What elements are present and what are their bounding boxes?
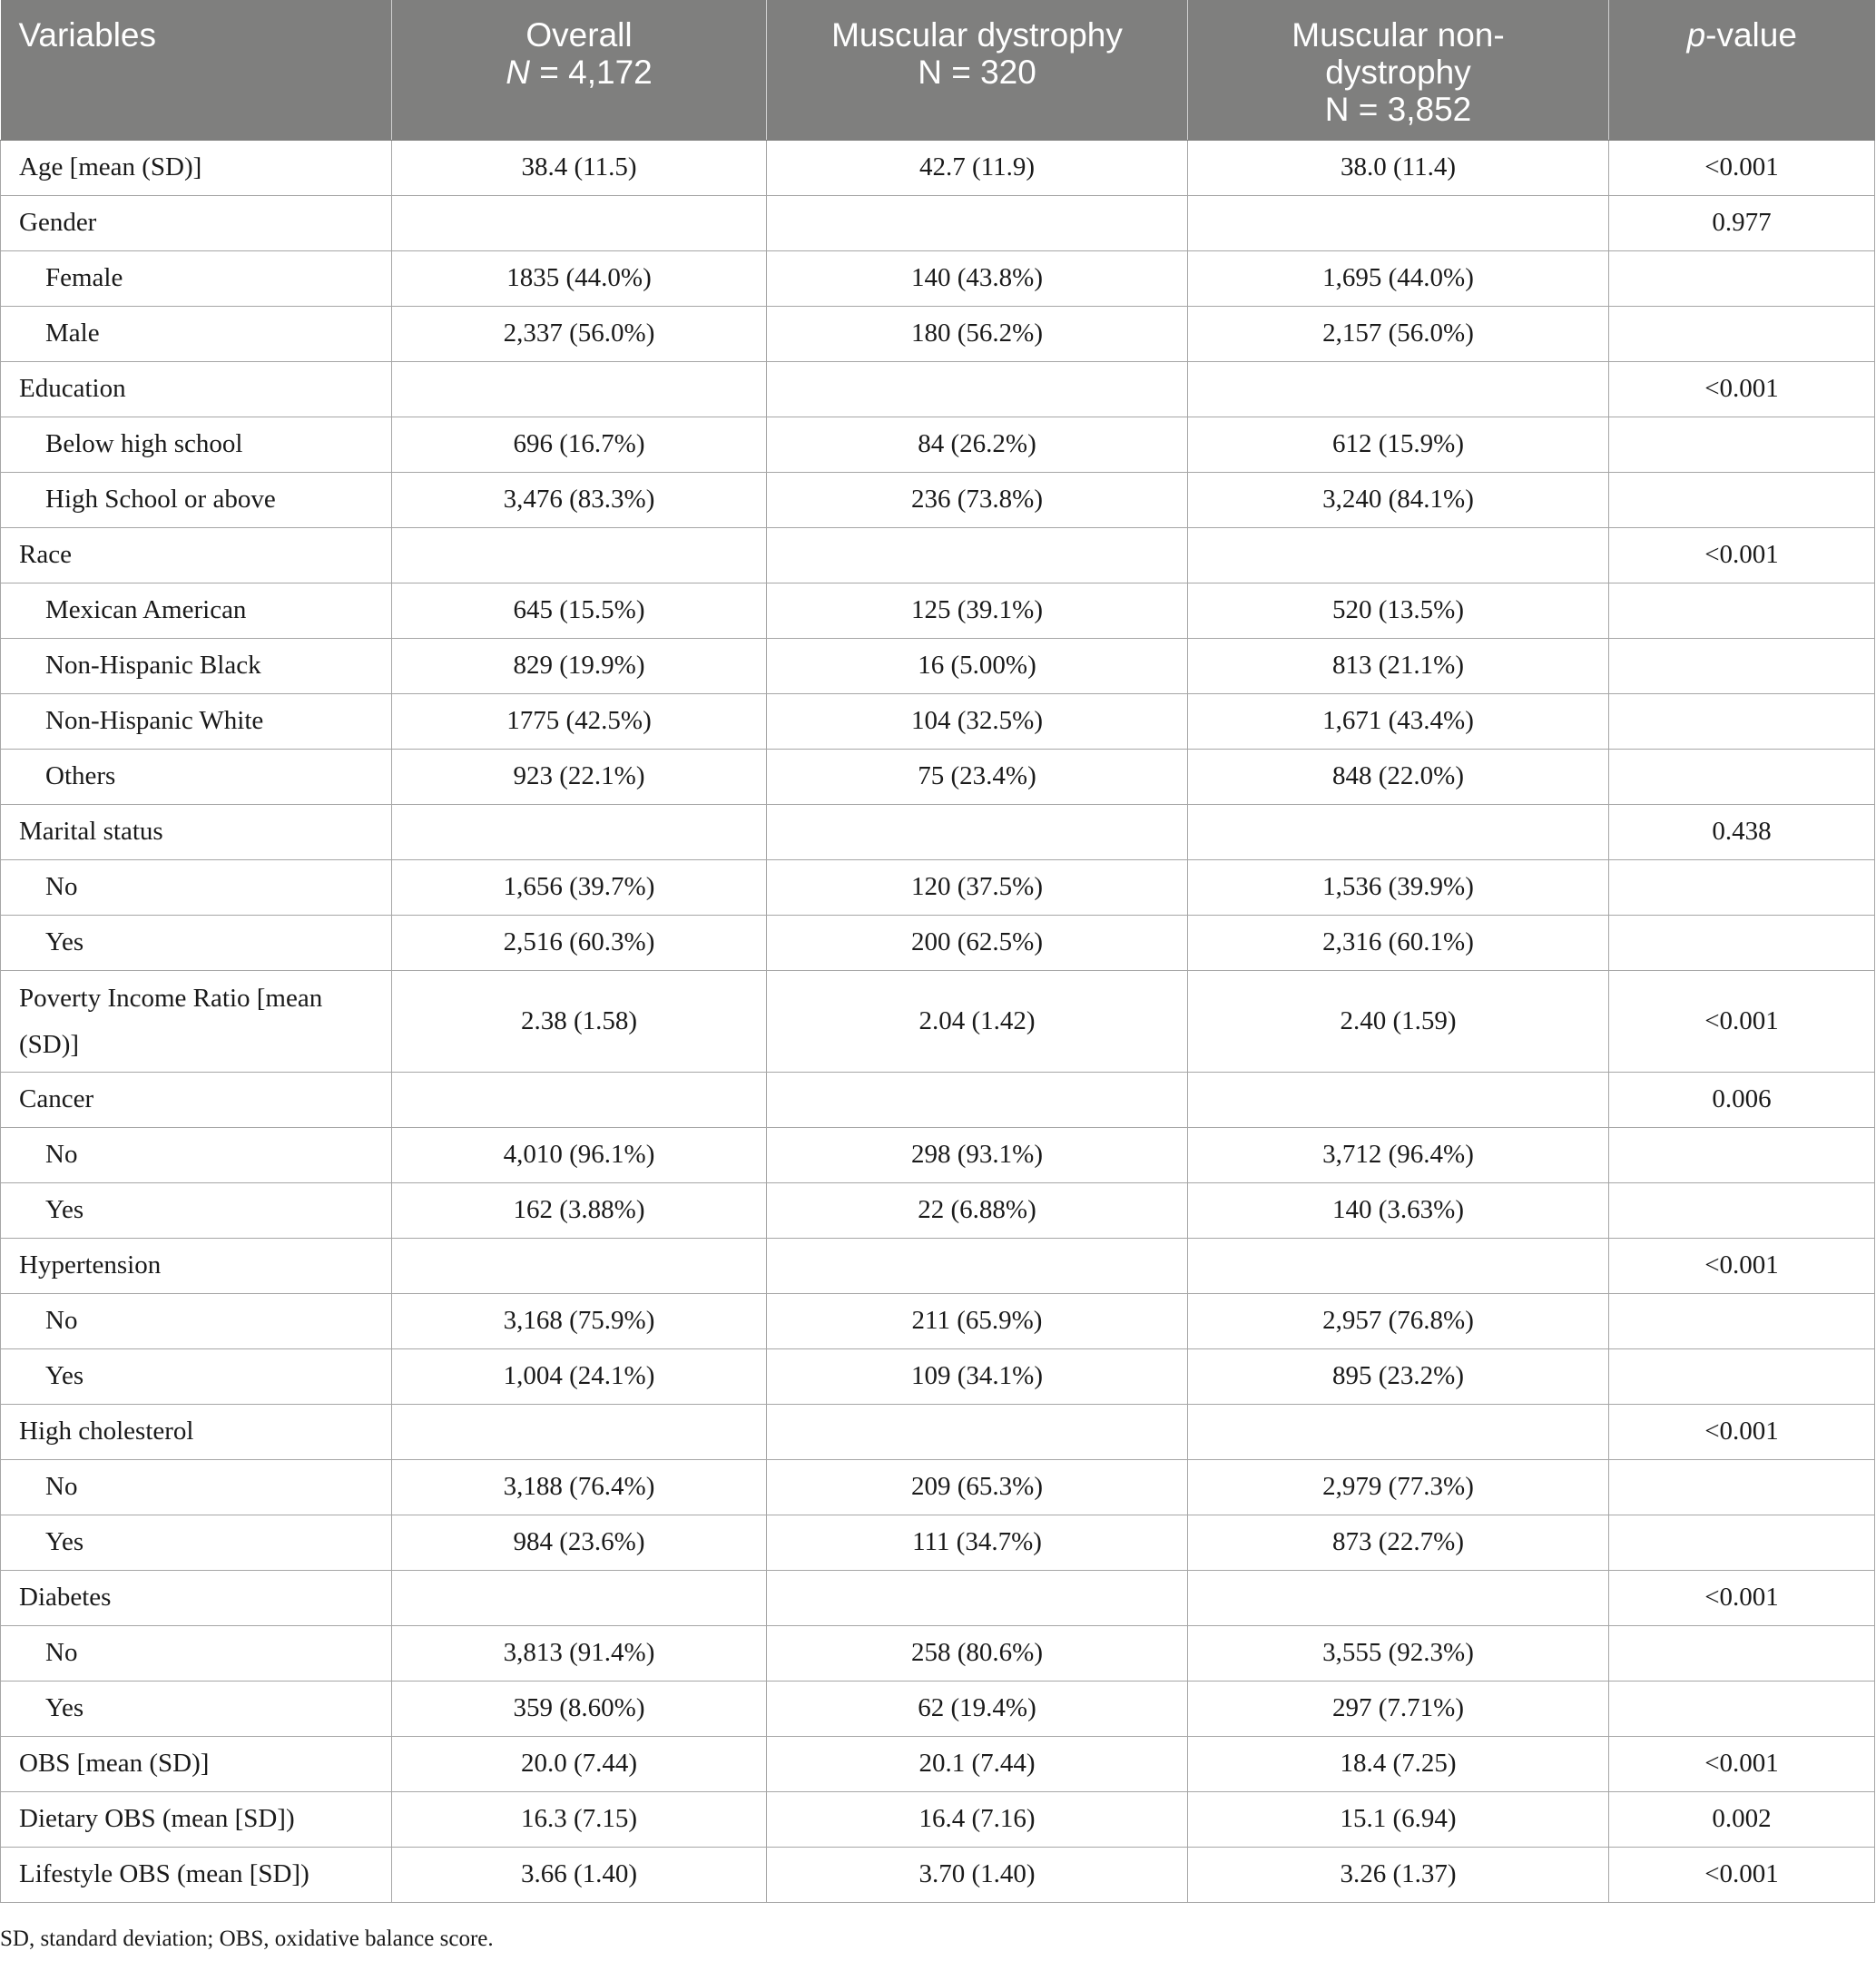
cell-overall	[392, 804, 767, 859]
cell-overall: 1,656 (39.7%)	[392, 859, 767, 915]
header-p-value-label	[1622, 16, 1862, 54]
table-row	[1, 1736, 1875, 1791]
row-label: Yes	[1, 1681, 392, 1736]
cell-muscular-dystrophy: 22 (6.88%)	[767, 1182, 1188, 1238]
cell-muscular-dystrophy: 258 (80.6%)	[767, 1625, 1188, 1681]
row-label: No	[1, 1127, 392, 1182]
cell-overall: 2.38 (1.58)	[392, 970, 767, 1072]
header-nondystrophy-title-2: dystrophy	[1325, 54, 1471, 91]
table-row	[1, 638, 1875, 693]
cell-overall: 1,004 (24.1%)	[392, 1348, 767, 1404]
table-row	[1, 306, 1875, 361]
row-label: Hypertension	[1, 1238, 392, 1293]
cell-muscular-dystrophy	[767, 1238, 1188, 1293]
cell-p-value: 0.438	[1609, 804, 1875, 859]
cell-muscular-dystrophy: 42.7 (11.9)	[767, 140, 1188, 195]
cell-muscular-dystrophy: 236 (73.8%)	[767, 472, 1188, 527]
cell-p-value	[1609, 749, 1875, 804]
cell-muscular-dystrophy: 125 (39.1%)	[767, 583, 1188, 638]
cell-muscular-dystrophy	[767, 195, 1188, 250]
cell-muscular-dystrophy: 200 (62.5%)	[767, 915, 1188, 970]
table-row	[1, 915, 1875, 970]
cell-p-value	[1609, 306, 1875, 361]
cell-p-value: <0.001	[1609, 1238, 1875, 1293]
cell-p-value	[1609, 472, 1875, 527]
header-nondystrophy-title-1: Muscular non-	[1292, 16, 1505, 54]
cell-overall: 4,010 (96.1%)	[392, 1127, 767, 1182]
cell-muscular-non-dystrophy: 2,316 (60.1%)	[1188, 915, 1609, 970]
cell-overall: 3,188 (76.4%)	[392, 1459, 767, 1515]
header-muscular-dystrophy	[767, 0, 1188, 140]
cell-muscular-dystrophy: 62 (19.4%)	[767, 1681, 1188, 1736]
cell-overall: 1835 (44.0%)	[392, 250, 767, 306]
table-row	[1, 1348, 1875, 1404]
cell-p-value: <0.001	[1609, 1404, 1875, 1459]
cell-overall: 162 (3.88%)	[392, 1182, 767, 1238]
cell-muscular-dystrophy: 16.4 (7.16)	[767, 1791, 1188, 1847]
cell-overall	[392, 527, 767, 583]
table-row	[1, 1625, 1875, 1681]
header-overall-n-label: N	[506, 54, 530, 91]
cell-muscular-dystrophy: 75 (23.4%)	[767, 749, 1188, 804]
table-row	[1, 361, 1875, 417]
cell-muscular-non-dystrophy: 2,957 (76.8%)	[1188, 1293, 1609, 1348]
cell-muscular-non-dystrophy: 38.0 (11.4)	[1188, 140, 1609, 195]
cell-p-value	[1609, 1625, 1875, 1681]
cell-overall	[392, 1570, 767, 1625]
cell-overall: 923 (22.1%)	[392, 749, 767, 804]
cell-p-value: <0.001	[1609, 1847, 1875, 1902]
header-dystrophy-title: Muscular dystrophy	[831, 16, 1123, 54]
cell-muscular-dystrophy: 140 (43.8%)	[767, 250, 1188, 306]
cell-muscular-dystrophy: 2.04 (1.42)	[767, 970, 1188, 1072]
cell-overall	[392, 1238, 767, 1293]
cell-p-value	[1609, 1348, 1875, 1404]
cell-muscular-non-dystrophy: 15.1 (6.94)	[1188, 1791, 1609, 1847]
cell-muscular-non-dystrophy: 895 (23.2%)	[1188, 1348, 1609, 1404]
cell-muscular-non-dystrophy: 2,979 (77.3%)	[1188, 1459, 1609, 1515]
row-label: Cancer	[1, 1072, 392, 1127]
table-row	[1, 970, 1875, 1072]
table-row	[1, 472, 1875, 527]
table-row	[1, 1791, 1875, 1847]
row-label: Education	[1, 361, 392, 417]
table-row	[1, 1847, 1875, 1902]
cell-p-value: 0.977	[1609, 195, 1875, 250]
cell-muscular-dystrophy: 120 (37.5%)	[767, 859, 1188, 915]
cell-p-value: <0.001	[1609, 970, 1875, 1072]
cell-muscular-non-dystrophy	[1188, 195, 1609, 250]
row-label: Yes	[1, 1515, 392, 1570]
row-label: Others	[1, 749, 392, 804]
cell-overall: 20.0 (7.44)	[392, 1736, 767, 1791]
cell-p-value: 0.006	[1609, 1072, 1875, 1127]
cell-muscular-non-dystrophy	[1188, 1072, 1609, 1127]
cell-p-value	[1609, 915, 1875, 970]
cell-muscular-non-dystrophy: 3.26 (1.37)	[1188, 1847, 1609, 1902]
cell-muscular-non-dystrophy	[1188, 527, 1609, 583]
cell-p-value	[1609, 1681, 1875, 1736]
cell-muscular-non-dystrophy	[1188, 1404, 1609, 1459]
row-label: Female	[1, 250, 392, 306]
cell-p-value: <0.001	[1609, 140, 1875, 195]
table-header-row	[1, 0, 1875, 140]
table-row	[1, 749, 1875, 804]
table-row	[1, 804, 1875, 859]
cell-muscular-non-dystrophy: 3,555 (92.3%)	[1188, 1625, 1609, 1681]
row-label: Non-Hispanic White	[1, 693, 392, 749]
cell-muscular-dystrophy: 84 (26.2%)	[767, 417, 1188, 472]
cell-p-value	[1609, 1459, 1875, 1515]
table-row	[1, 1238, 1875, 1293]
row-label: Marital status	[1, 804, 392, 859]
table-body	[1, 140, 1875, 1902]
cell-overall	[392, 195, 767, 250]
cell-overall: 2,337 (56.0%)	[392, 306, 767, 361]
header-variables	[1, 0, 392, 140]
cell-muscular-dystrophy: 16 (5.00%)	[767, 638, 1188, 693]
row-label: Race	[1, 527, 392, 583]
cell-muscular-non-dystrophy: 1,671 (43.4%)	[1188, 693, 1609, 749]
cell-muscular-dystrophy: 209 (65.3%)	[767, 1459, 1188, 1515]
row-label: Non-Hispanic Black	[1, 638, 392, 693]
cell-overall: 984 (23.6%)	[392, 1515, 767, 1570]
header-p-rest: -value	[1705, 16, 1797, 54]
header-overall	[392, 0, 767, 140]
cell-muscular-non-dystrophy: 848 (22.0%)	[1188, 749, 1609, 804]
cell-overall: 696 (16.7%)	[392, 417, 767, 472]
cell-muscular-dystrophy	[767, 1570, 1188, 1625]
cell-muscular-non-dystrophy: 813 (21.1%)	[1188, 638, 1609, 693]
row-label: No	[1, 859, 392, 915]
cell-p-value	[1609, 859, 1875, 915]
cell-overall: 3,476 (83.3%)	[392, 472, 767, 527]
cell-muscular-non-dystrophy	[1188, 804, 1609, 859]
cell-muscular-non-dystrophy: 2,157 (56.0%)	[1188, 306, 1609, 361]
cell-muscular-dystrophy: 211 (65.9%)	[767, 1293, 1188, 1348]
table-footnote: SD, standard deviation; OBS, oxidative balance score.	[0, 1927, 494, 1951]
table-row	[1, 195, 1875, 250]
row-label: Gender	[1, 195, 392, 250]
cell-muscular-dystrophy	[767, 361, 1188, 417]
cell-muscular-dystrophy	[767, 1404, 1188, 1459]
table-row	[1, 583, 1875, 638]
cell-muscular-non-dystrophy: 2.40 (1.59)	[1188, 970, 1609, 1072]
cell-p-value	[1609, 417, 1875, 472]
table-row	[1, 1459, 1875, 1515]
row-label: High School or above	[1, 472, 392, 527]
cell-muscular-dystrophy	[767, 527, 1188, 583]
cell-overall: 359 (8.60%)	[392, 1681, 767, 1736]
header-variables-label: Variables	[18, 16, 157, 54]
cell-overall: 1775 (42.5%)	[392, 693, 767, 749]
cell-p-value: <0.001	[1609, 1570, 1875, 1625]
cell-p-value: 0.002	[1609, 1791, 1875, 1847]
cell-overall: 829 (19.9%)	[392, 638, 767, 693]
table-row	[1, 693, 1875, 749]
cell-muscular-non-dystrophy: 1,695 (44.0%)	[1188, 250, 1609, 306]
row-label: High cholesterol	[1, 1404, 392, 1459]
cell-overall: 645 (15.5%)	[392, 583, 767, 638]
table-row	[1, 140, 1875, 195]
cell-muscular-non-dystrophy	[1188, 1238, 1609, 1293]
cell-p-value	[1609, 250, 1875, 306]
cell-overall: 16.3 (7.15)	[392, 1791, 767, 1847]
table-row	[1, 1072, 1875, 1127]
cell-muscular-dystrophy	[767, 1072, 1188, 1127]
cell-muscular-non-dystrophy: 297 (7.71%)	[1188, 1681, 1609, 1736]
cell-overall: 3.66 (1.40)	[392, 1847, 767, 1902]
cell-muscular-non-dystrophy: 520 (13.5%)	[1188, 583, 1609, 638]
cell-muscular-dystrophy: 20.1 (7.44)	[767, 1736, 1188, 1791]
header-overall-title: Overall	[525, 16, 633, 54]
cell-overall: 3,813 (91.4%)	[392, 1625, 767, 1681]
cell-muscular-non-dystrophy: 18.4 (7.25)	[1188, 1736, 1609, 1791]
cell-muscular-dystrophy: 104 (32.5%)	[767, 693, 1188, 749]
row-label: Yes	[1, 915, 392, 970]
cell-overall: 3,168 (75.9%)	[392, 1293, 767, 1348]
row-label: No	[1, 1625, 392, 1681]
table-row	[1, 1681, 1875, 1736]
header-overall-n	[405, 54, 753, 91]
cell-p-value	[1609, 1515, 1875, 1570]
row-label: Yes	[1, 1182, 392, 1238]
header-muscular-non-dystrophy	[1188, 0, 1609, 140]
cell-muscular-non-dystrophy: 873 (22.7%)	[1188, 1515, 1609, 1570]
cell-p-value	[1609, 638, 1875, 693]
header-overall-n-value: = 4,172	[529, 54, 653, 91]
cell-muscular-dystrophy: 180 (56.2%)	[767, 306, 1188, 361]
cell-overall	[392, 1072, 767, 1127]
cell-muscular-non-dystrophy: 140 (3.63%)	[1188, 1182, 1609, 1238]
table-row	[1, 1127, 1875, 1182]
cell-p-value: <0.001	[1609, 1736, 1875, 1791]
table-row	[1, 1404, 1875, 1459]
cell-p-value: <0.001	[1609, 527, 1875, 583]
cell-muscular-dystrophy: 111 (34.7%)	[767, 1515, 1188, 1570]
cell-overall	[392, 361, 767, 417]
cell-muscular-non-dystrophy	[1188, 1570, 1609, 1625]
row-label: Dietary OBS (mean [SD])	[1, 1791, 392, 1847]
row-label: Lifestyle OBS (mean [SD])	[1, 1847, 392, 1902]
row-label: Below high school	[1, 417, 392, 472]
table-row	[1, 1182, 1875, 1238]
table-row	[1, 859, 1875, 915]
cell-muscular-non-dystrophy	[1188, 361, 1609, 417]
row-label: Yes	[1, 1348, 392, 1404]
cell-overall	[392, 1404, 767, 1459]
header-p-value	[1609, 0, 1875, 140]
row-label: No	[1, 1459, 392, 1515]
table-row	[1, 1293, 1875, 1348]
cell-muscular-dystrophy: 109 (34.1%)	[767, 1348, 1188, 1404]
row-label: Mexican American	[1, 583, 392, 638]
row-label: OBS [mean (SD)]	[1, 1736, 392, 1791]
row-label: Male	[1, 306, 392, 361]
cell-muscular-non-dystrophy: 3,712 (96.4%)	[1188, 1127, 1609, 1182]
table-row	[1, 527, 1875, 583]
cell-overall: 38.4 (11.5)	[392, 140, 767, 195]
cell-p-value	[1609, 693, 1875, 749]
row-label: Diabetes	[1, 1570, 392, 1625]
table-row	[1, 1515, 1875, 1570]
row-label: Poverty Income Ratio [mean (SD)]	[1, 970, 392, 1072]
cell-p-value	[1609, 1182, 1875, 1238]
row-label: No	[1, 1293, 392, 1348]
cell-muscular-dystrophy: 3.70 (1.40)	[767, 1847, 1188, 1902]
table-row	[1, 1570, 1875, 1625]
cell-muscular-dystrophy: 298 (93.1%)	[767, 1127, 1188, 1182]
cell-muscular-dystrophy	[767, 804, 1188, 859]
cell-muscular-non-dystrophy: 612 (15.9%)	[1188, 417, 1609, 472]
cell-p-value	[1609, 583, 1875, 638]
cell-p-value	[1609, 1293, 1875, 1348]
header-dystrophy-n: N = 320	[918, 54, 1036, 91]
cell-muscular-non-dystrophy: 1,536 (39.9%)	[1188, 859, 1609, 915]
header-nondystrophy-n: N = 3,852	[1324, 91, 1472, 128]
table-row	[1, 250, 1875, 306]
cell-overall: 2,516 (60.3%)	[392, 915, 767, 970]
header-p-letter: p	[1686, 16, 1706, 54]
table-row	[1, 417, 1875, 472]
cell-p-value: <0.001	[1609, 361, 1875, 417]
cell-muscular-non-dystrophy: 3,240 (84.1%)	[1188, 472, 1609, 527]
cell-p-value	[1609, 1127, 1875, 1182]
row-label: Age [mean (SD)]	[1, 140, 392, 195]
